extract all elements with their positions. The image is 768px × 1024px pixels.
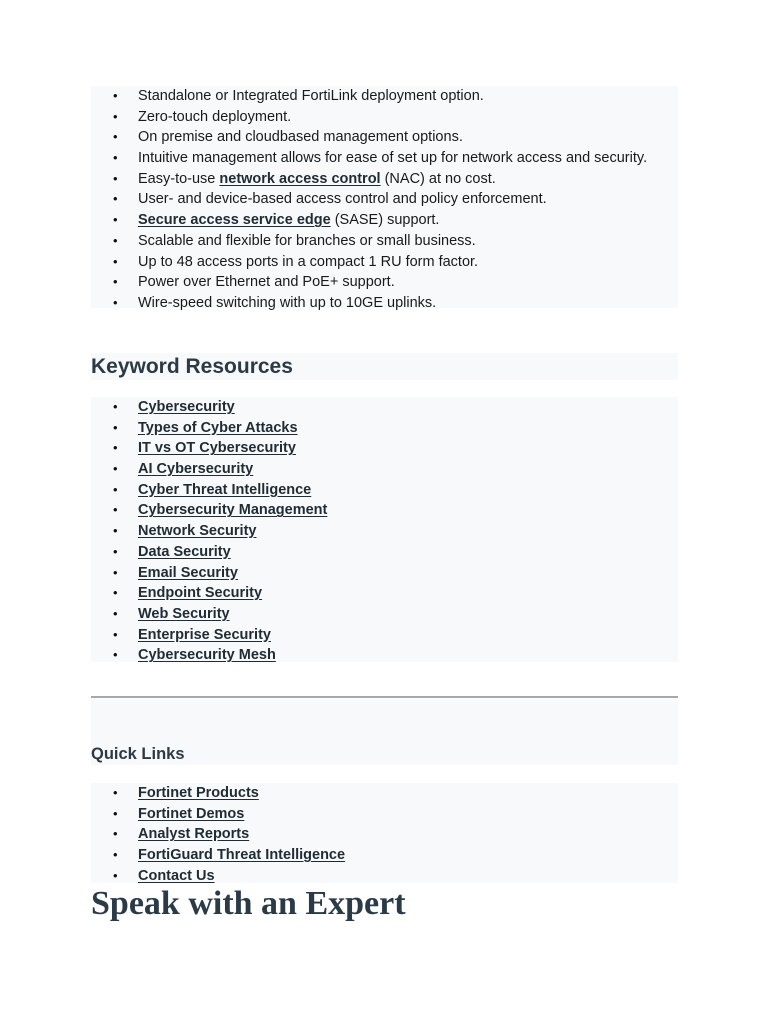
keyword-resources-block [91, 397, 678, 662]
keyword-item [91, 480, 678, 501]
keyword-item [91, 604, 678, 625]
quick-link-fortinet-products[interactable]: Fortinet Products [138, 785, 259, 801]
feature-text: (SASE) support. [330, 212, 440, 229]
keyword-link-types-of-cyber-attacks[interactable]: Types of Cyber Attacks [138, 419, 298, 436]
feature-item [91, 127, 678, 148]
feature-item [91, 231, 678, 252]
keyword-link-web-security[interactable]: Web Security [138, 605, 230, 622]
feature-item [91, 272, 678, 293]
quick-link-fortinet-demos[interactable]: Fortinet Demos [138, 805, 245, 822]
keyword-link-endpoint-security[interactable]: Endpoint Security [138, 585, 263, 602]
sase-link[interactable]: Secure access service edge [138, 212, 331, 229]
feature-text: Wire-speed switching with up to 10GE uplinks. [138, 294, 437, 311]
feature-text: User- and device-based access control and policy enforcement. [138, 191, 547, 208]
keyword-item [91, 521, 678, 542]
feature-text: Power over Ethernet and PoE+ support. [138, 274, 395, 291]
keyword-item [91, 397, 678, 418]
keyword-link-cybersecurity[interactable]: Cybersecurity [138, 399, 235, 415]
network-access-control-link[interactable]: network access control [219, 170, 381, 187]
keyword-link-email-security[interactable]: Email Security [138, 564, 238, 581]
keyword-item [91, 438, 678, 459]
quick-links-header [91, 699, 678, 765]
quick-link-item [91, 804, 678, 825]
keyword-item [91, 645, 678, 666]
feature-item [91, 189, 678, 210]
keyword-item [91, 418, 678, 439]
keyword-link-cybersecurity-management[interactable]: Cybersecurity Management [138, 502, 328, 519]
feature-text: Zero-touch deployment. [138, 108, 292, 125]
quick-link-fortiguard[interactable]: FortiGuard Threat Intelligence [138, 847, 346, 864]
features-list-block [91, 86, 678, 311]
feature-item [91, 107, 678, 128]
keyword-resources-list [91, 397, 678, 666]
feature-item [91, 210, 678, 231]
keyword-link-cybersecurity-mesh[interactable]: Cybersecurity Mesh [138, 647, 276, 664]
feature-text: On premise and cloudbased management options. [138, 129, 463, 146]
feature-text: Easy-to-use [138, 170, 220, 187]
quick-link-item [91, 783, 678, 804]
quick-link-contact-us[interactable]: Contact Us [138, 867, 215, 884]
feature-item [91, 86, 678, 107]
speak-with-expert-heading: Speak with an Expert [91, 885, 406, 922]
quick-links-list [91, 783, 678, 886]
keyword-item [91, 500, 678, 521]
quick-link-analyst-reports[interactable]: Analyst Reports [138, 826, 250, 843]
feature-text: Scalable and flexible for branches or small business. [138, 232, 476, 249]
keyword-item [91, 542, 678, 563]
quick-link-item [91, 845, 678, 866]
feature-text: Standalone or Integrated FortiLink deployment option. [138, 88, 484, 104]
keyword-link-enterprise-security[interactable]: Enterprise Security [138, 626, 271, 643]
section-divider [91, 696, 678, 698]
feature-item [91, 252, 678, 273]
feature-item [91, 169, 678, 190]
keyword-item [91, 583, 678, 604]
quick-links-block [91, 783, 678, 883]
keyword-link-it-vs-ot[interactable]: IT vs OT Cybersecurity [138, 440, 296, 457]
keyword-resources-heading: Keyword Resources [91, 355, 293, 378]
quick-link-item [91, 824, 678, 845]
keyword-resources-header [91, 353, 678, 380]
feature-text: (NAC) at no cost. [380, 170, 496, 187]
keyword-link-ai-cybersecurity[interactable]: AI Cybersecurity [138, 461, 254, 478]
feature-item [91, 148, 678, 169]
keyword-link-data-security[interactable]: Data Security [138, 543, 231, 560]
feature-text: Intuitive management allows for ease of set up for network access and security. [138, 150, 648, 167]
feature-item [91, 293, 678, 314]
keyword-item [91, 563, 678, 584]
keyword-item [91, 459, 678, 480]
quick-links-heading: Quick Links [91, 745, 185, 763]
feature-text: Up to 48 access ports in a compact 1 RU form factor. [138, 253, 479, 270]
keyword-item [91, 625, 678, 646]
keyword-link-network-security[interactable]: Network Security [138, 523, 257, 540]
keyword-link-threat-intelligence[interactable]: Cyber Threat Intelligence [138, 481, 312, 498]
features-list [91, 86, 678, 314]
